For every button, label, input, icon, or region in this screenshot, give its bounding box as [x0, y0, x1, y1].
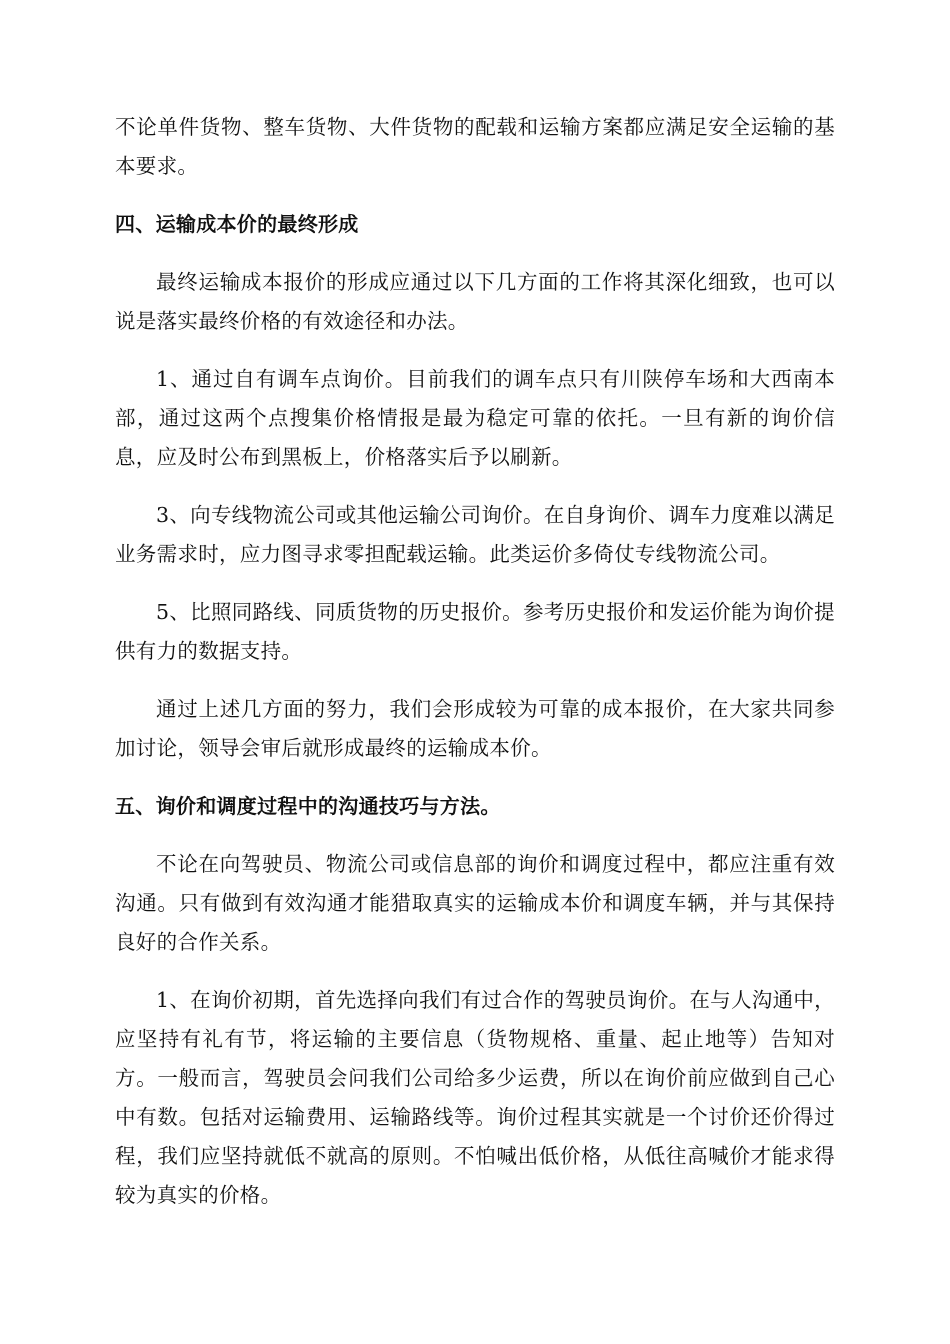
- paragraph-communication-intro: 不论在向驾驶员、物流公司或信息部的询价和调度过程中，都应注重有效沟通。只有做到有效沟通才能猎取真实的运输成本价和调度车辆，并与其保持良好的合作关系。: [115, 852, 835, 954]
- paragraph-item-1-driver-inquiry: 1、在询价初期，首先选择向我们有过合作的驾驶员询价。在与人沟通中，应坚持有礼有节，将运输的主要信息（货物规格、重量、起止地等）告知对方。一般而言，驾驶员会问我们公司给多少运费，所以在询价前应做到自己心中有数。包括对运输费用、运输路线等。询价过程其实就是一个讨价还价得过程，我们应坚持就低不就高的原则。不怕喊出低价格，从低往高喊价才能求得较为真实的价格。: [115, 988, 835, 1207]
- document-page: [115, 108, 835, 1234]
- section-heading-5: 五、询价和调度过程中的沟通技巧与方法。: [115, 794, 501, 818]
- section-heading-4: 四、运输成本价的最终形成: [115, 212, 359, 236]
- paragraph-safety-requirement: 不论单件货物、整车货物、大件货物的配载和运输方案都应满足安全运输的基本要求。: [115, 115, 835, 178]
- paragraph-item-1-own-dispatch: 1、通过自有调车点询价。目前我们的调车点只有川陕停车场和大西南本部，通过这两个点搜集价格情报是最为稳定可靠的依托。一旦有新的询价信息，应及时公布到黑板上，价格落实后予以刷新。: [115, 367, 835, 469]
- paragraph-final-cost-intro: 最终运输成本报价的形成应通过以下几方面的工作将其深化细致，也可以说是落实最终价格的有效途径和办法。: [115, 270, 835, 333]
- paragraph-summary: 通过上述几方面的努力，我们会形成较为可靠的成本报价，在大家共同参加讨论，领导会审后就形成最终的运输成本价。: [115, 697, 835, 760]
- paragraph-item-3-logistics-companies: 3、向专线物流公司或其他运输公司询价。在自身询价、调车力度难以满足业务需求时，应力图寻求零担配载运输。此类运价多倚仗专线物流公司。: [115, 503, 835, 566]
- paragraph-item-5-historical-quotes: 5、比照同路线、同质货物的历史报价。参考历史报价和发运价能为询价提供有力的数据支持。: [115, 600, 835, 663]
